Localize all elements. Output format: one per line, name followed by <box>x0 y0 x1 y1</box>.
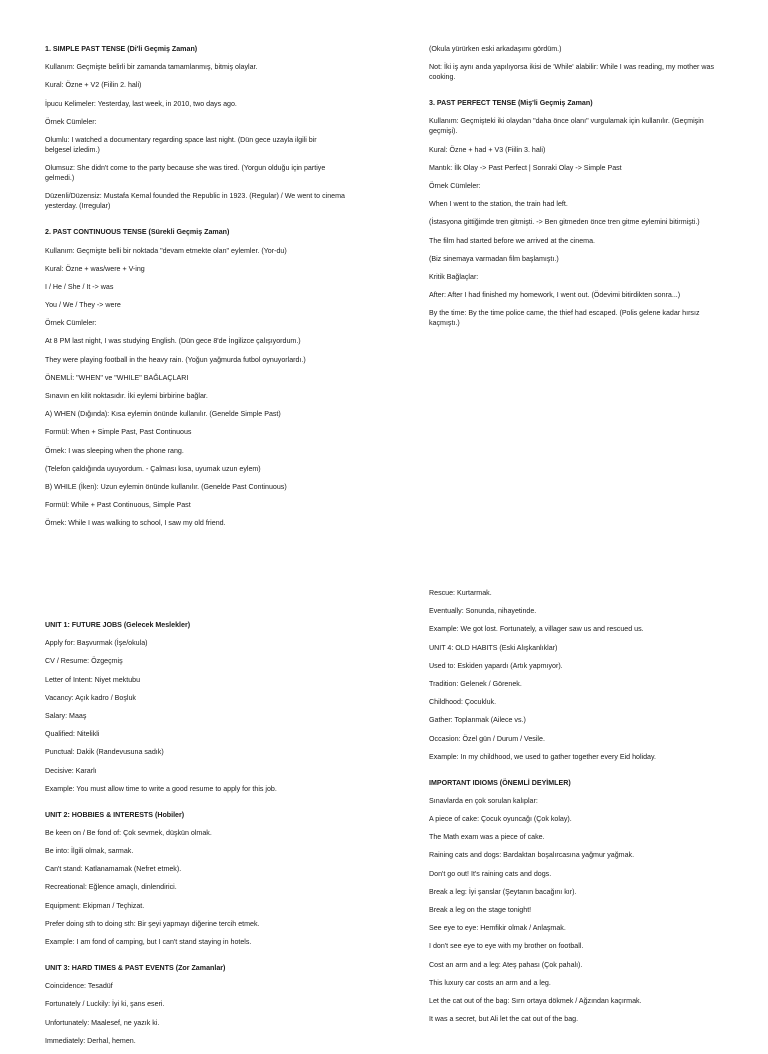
text-line: B) WHILE (İken): Uzun eylemin önünde kullanılır. (Genelde Past Continuous) <box>45 482 287 491</box>
text-line: (İstasyona gittiğimde tren gitmişti. -> Ben gitmeden önce tren gitme eylemini bitirmişti.) <box>429 218 700 227</box>
text-line: Cost an arm and a leg: Ateş pahası (Çok pahalı). <box>429 960 583 969</box>
text-line: Örnek Cümleler: <box>429 181 481 190</box>
text-line: Kritik Bağlaçlar: <box>429 272 479 281</box>
text-line: Düzenli/Düzensiz: Mustafa Kemal founded the Republic in 1923. (Regular) / We went to cinema yesterday. (Irregular) <box>45 192 345 211</box>
text-line: This luxury car costs an arm and a leg. <box>429 978 551 987</box>
text-line: After: After I had finished my homework, I went out. (Ödevimi bitirdikten sonra...) <box>429 291 681 300</box>
text-line: Raining cats and dogs: Bardaktan boşalırcasına yağmur yağmak. <box>429 851 635 860</box>
text-line: You / We / They -> were <box>45 301 121 310</box>
section-heading: UNIT 2: HOBBIES & INTERESTS (Hobiler) <box>45 810 185 819</box>
text-line: Örnek Cümleler: <box>45 319 97 328</box>
text-line: A piece of cake: Çocuk oyuncağı (Çok kolay). <box>429 815 572 824</box>
text-line: I don't see eye to eye with my brother on football. <box>429 942 584 951</box>
text-line: Formül: When + Simple Past, Past Continuous <box>45 428 192 437</box>
text-line: ÖNEMLİ: "WHEN" ve "WHILE" BAĞLAÇLARI <box>45 373 189 382</box>
text-line: See eye to eye: Hemfikir olmak / Anlaşmak. <box>429 924 566 933</box>
text-line: Childhood: Çocukluk. <box>429 698 497 707</box>
text-line: The Math exam was a piece of cake. <box>429 833 545 842</box>
section-heading: UNIT 1: FUTURE JOBS (Gelecek Meslekler) <box>45 621 191 629</box>
text-line: Kural: Özne + had + V3 (Fiilin 3. hali) <box>429 145 546 154</box>
text-line: When I went to the station, the train had left. <box>429 200 568 209</box>
text-line: Örnek Cümleler: <box>45 117 97 126</box>
text-line: Don't go out! It's raining cats and dogs. <box>429 869 552 878</box>
text-line: Qualified: Nitelikli <box>45 730 100 739</box>
text-line: UNIT 4: OLD HABITS (Eski Alışkanlıklar) <box>429 643 558 652</box>
text-line: Kullanım: Geçmişteki iki olaydan "daha önce olanı" vurgulamak için kullanılır. (Geçmişin geçmişi). <box>429 117 704 136</box>
text-line: Punctual: Dakik (Randevusuna sadık) <box>45 748 164 757</box>
section-heading: 3. PAST PERFECT TENSE (Miş'li Geçmiş Zaman) <box>429 99 593 108</box>
text-line: İpucu Kelimeler: Yesterday, last week, in 2010, two days ago. <box>45 99 237 108</box>
text-line: Example: We got lost. Fortunately, a villager saw us and rescued us. <box>429 625 644 634</box>
text-line: Letter of Intent: Niyet mektubu <box>45 675 141 684</box>
page1-left-column <box>45 44 345 537</box>
text-line: Salary: Maaş <box>45 711 87 720</box>
text-line: Break a leg: İyi şanslar (Şeytanın bacağını kır). <box>429 887 577 896</box>
page2-right-column <box>429 588 729 1032</box>
text-line: Sınavın en kilit noktasıdır. İki eylemi birbirine bağlar. <box>45 392 208 400</box>
text-line: Can't stand: Katlanamamak (Nefret etmek). <box>45 865 182 874</box>
text-line: Unfortunately: Maalesef, ne yazık ki. <box>45 1018 160 1027</box>
text-line: Rescue: Kurtarmak. <box>429 589 492 597</box>
text-line: Kullanım: Geçmişte belli bir noktada "devam etmekte olan" eylemler. (Yor-du) <box>45 246 287 255</box>
text-line: Example: You must allow time to write a good resume to apply for this job. <box>45 784 277 793</box>
text-line: Örnek: While I was walking to school, I saw my old friend. <box>45 519 226 528</box>
text-line: Gather: Toplanmak (Ailece vs.) <box>429 716 526 725</box>
text-line: (Biz sinemaya varmadan film başlamıştı.) <box>429 254 559 263</box>
text-line: Eventually: Sonunda, nihayetinde. <box>429 607 537 616</box>
text-line: Be keen on / Be fond of: Çok sevmek, düşkün olmak. <box>45 828 212 837</box>
text-line: Vacancy: Açık kadro / Boşluk <box>45 693 136 702</box>
text-line: Occasion: Özel gün / Durum / Vesile. <box>429 734 545 743</box>
text-line: Mantık: İlk Olay -> Past Perfect | Sonraki Olay -> Simple Past <box>429 163 622 172</box>
text-line: Kural: Özne + was/were + V-ing <box>45 264 145 273</box>
text-line: Prefer doing sth to doing sth: Bir şeyi yapmayı diğerine tercih etmek. <box>45 919 260 928</box>
text-line: Used to: Eskiden yapardı (Artık yapmıyor). <box>429 661 563 670</box>
text-line: Olumlu: I watched a documentary regarding space last night. (Dün gece uzayla ilgili bir belgesel izledim.) <box>45 135 317 154</box>
text-line: A) WHEN (Dığında): Kısa eylemin önünde kullanılır. (Genelde Simple Past) <box>45 410 281 419</box>
page2-left-column <box>45 620 345 1054</box>
text-line: Equipment: Ekipman / Teçhizat. <box>45 901 145 910</box>
text-line: Example: In my childhood, we used to gather together every Eid holiday. <box>429 752 656 761</box>
text-line: Kullanım: Geçmişte belirli bir zamanda tamamlanmış, bitmiş olaylar. <box>45 63 258 72</box>
text-line: Apply for: Başvurmak (İşe/okula) <box>45 639 148 648</box>
section-heading: 2. PAST CONTINUOUS TENSE (Sürekli Geçmiş Zaman) <box>45 228 230 237</box>
section-heading: 1. SIMPLE PAST TENSE (Di'li Geçmiş Zaman) <box>45 45 198 53</box>
text-line: At 8 PM last night, I was studying English. (Dün gece 8'de İngilizce çalışıyordum.) <box>45 337 301 346</box>
text-line: Not: İki iş aynı anda yapılıyorsa ikisi de 'While' alabilir: While I was reading, my mother was cooking. <box>429 63 714 82</box>
text-line: Fortunately / Luckily: İyi ki, şans eseri. <box>45 1000 165 1009</box>
text-line: The film had started before we arrived at the cinema. <box>429 236 595 245</box>
text-line: Formül: While + Past Continuous, Simple Past <box>45 501 191 510</box>
text-line: Example: I am fond of camping, but I can't stand staying in hotels. <box>45 938 252 946</box>
text-line: By the time: By the time police came, the thief had escaped. (Polis gelene kadar hırsız kaçmıştı.) <box>429 309 700 328</box>
text-line: (Telefon çaldığında uyuyordum. - Çalması kısa, uyumak uzun eylem) <box>45 464 261 473</box>
text-line: Immediately: Derhal, hemen. <box>45 1036 136 1045</box>
text-line: Decisive: Kararlı <box>45 766 97 775</box>
section-heading: IMPORTANT IDIOMS (ÖNEMLİ DEYİMLER) <box>429 778 571 787</box>
text-line: Be into: İlgili olmak, sarmak. <box>45 847 134 856</box>
text-line: Sınavlarda en çok sorulan kalıplar: <box>429 796 538 805</box>
text-line: Coincidence: Tesadüf <box>45 982 113 991</box>
text-line: CV / Resume: Özgeçmiş <box>45 657 123 666</box>
text-line: Olumsuz: She didn't come to the party because she was tired. (Yorgun olduğu için partiye gelmedi.) <box>45 164 326 183</box>
text-line: They were playing football in the heavy rain. (Yoğun yağmurda futbol oynuyorlardı.) <box>45 355 306 364</box>
section-heading: UNIT 3: HARD TIMES & PAST EVENTS (Zor Zamanlar) <box>45 964 226 972</box>
text-line: Kural: Özne + V2 (Fiilin 2. hali) <box>45 81 142 90</box>
text-line: Tradition: Gelenek / Görenek. <box>429 679 522 688</box>
text-line: Örnek: I was sleeping when the phone rang. <box>45 446 184 455</box>
text-line: Break a leg on the stage tonight! <box>429 906 532 914</box>
text-line: It was a secret, but Ali let the cat out of the bag. <box>429 1015 579 1024</box>
text-line: Recreational: Eğlence amaçlı, dinlendirici. <box>45 883 177 892</box>
page1-right-column <box>429 44 729 336</box>
text-line: I / He / She / It -> was <box>45 282 114 291</box>
text-line: Let the cat out of the bag: Sırrı ortaya dökmek / Ağzından kaçırmak. <box>429 996 642 1005</box>
text-line: (Okula yürürken eski arkadaşımı gördüm.) <box>429 45 562 53</box>
